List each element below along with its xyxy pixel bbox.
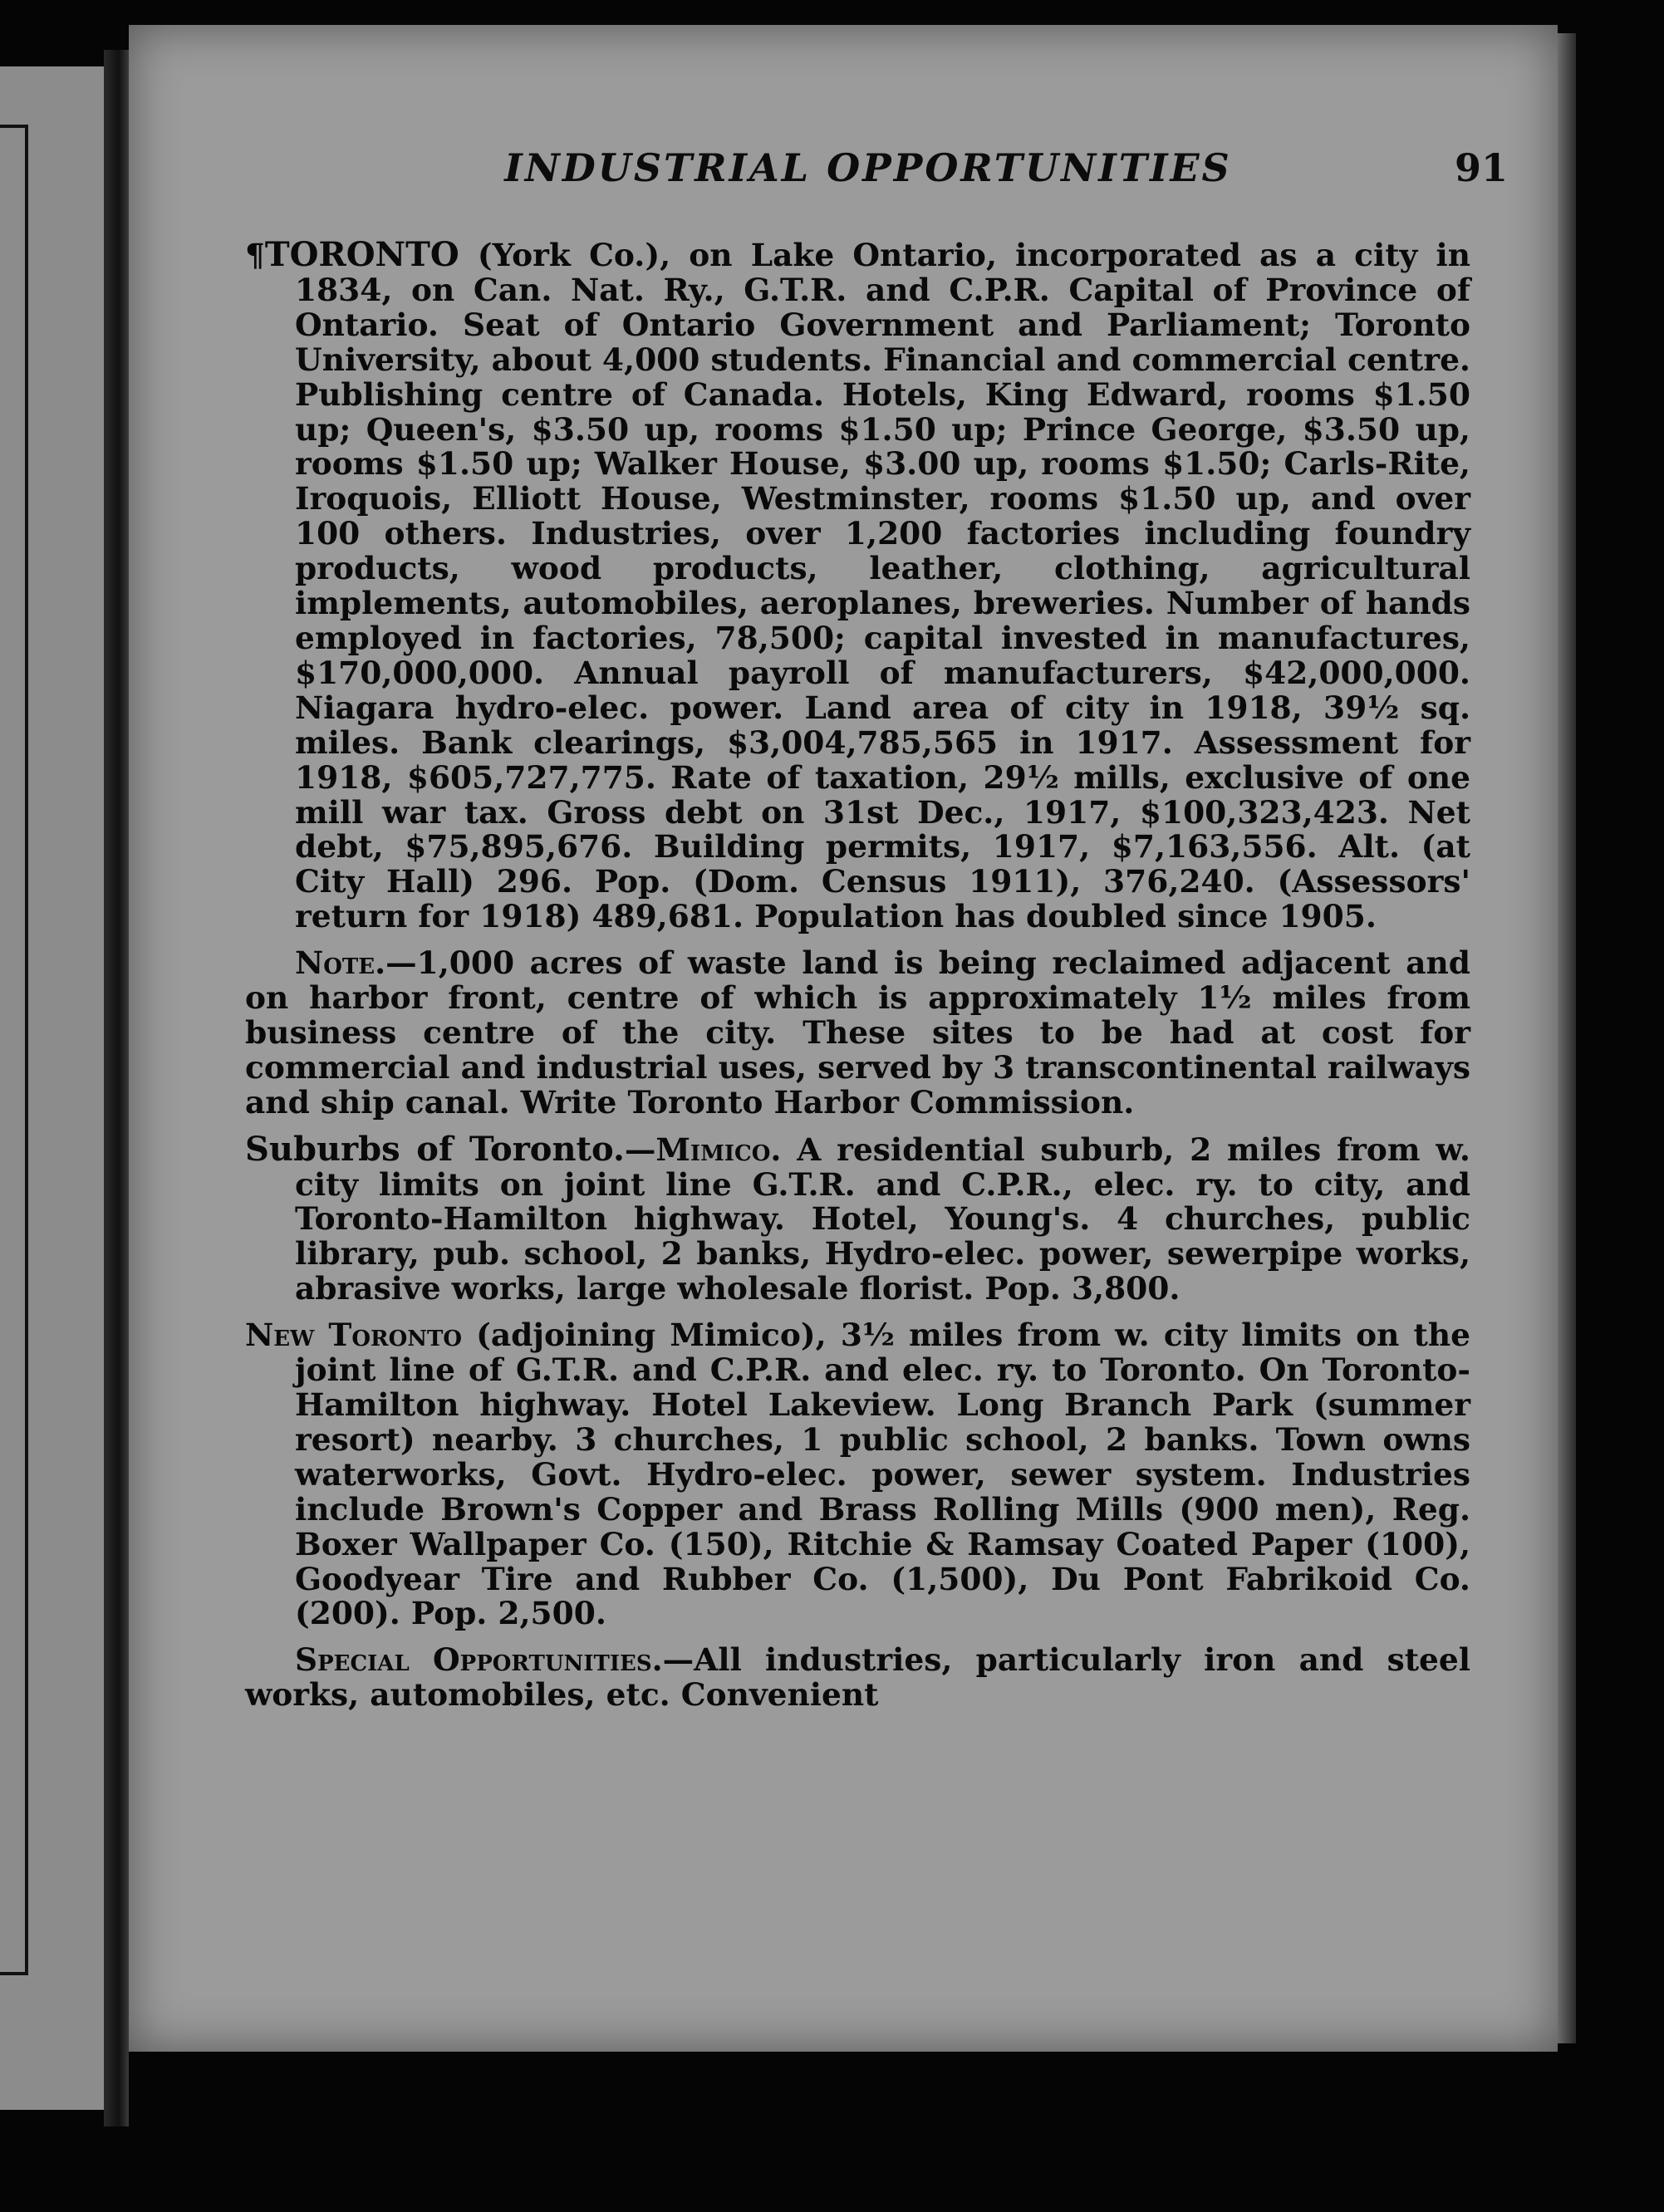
paragraph-mark: ¶ (245, 237, 265, 273)
new-toronto-entry (245, 1318, 1470, 1631)
special-opportunities (245, 1643, 1470, 1713)
running-title: INDUSTRIAL OPPORTUNITIES (504, 145, 1232, 190)
note-text: —1,000 acres of waste land is being reclaimed adjacent and on harbor front, centre of which is approximately 1½ miles from business centre of the city. These sites to be had at cost for commercial and industrial uses, served by 3 transcontinental railways and ship canal. Write Toronto Harbor Commission. (245, 944, 1470, 1121)
facing-page-border (0, 125, 28, 1975)
suburbs-text: A residential suburb, 2 miles from w. city limits on joint line G.T.R. and C.P.R., elec. ry. to city, and Toronto-Hamilton highway. Hotel, Young's. 4 churches, public library, pub. school, 2 banks, Hydro-elec. power, sewerpipe works, abrasive works, large wholesale florist. Pop. 3,800. (295, 1131, 1470, 1307)
mimico-heading: —Mimico. (624, 1131, 782, 1168)
new-toronto-text: (adjoining Mimico), 3½ miles from w. city limits on the joint line of G.T.R. and C.P.R. and elec. ry. to Toronto. On Toronto-Hamilton highway. Hotel Lakeview. Long Branch Park (summer resort) nearby. 3 churches, 1 public school, 2 banks. Town owns waterworks, Govt. Hydro-elec. power, sewer system. Industries include Brown's Copper and Brass Rolling Mills (900 men), Reg. Boxer Wallpaper Co. (150), Ritchie & Ramsay Coated Paper (100), Goodyear Tire and Rubber Co. (1,500), Du Pont Fabrikoid Co. (200). Pop. 2,500. (295, 1317, 1470, 1632)
page-number: 91 (1454, 145, 1508, 190)
toronto-text: (York Co.), on Lake Ontario, incorporated as a city in 1834, on Can. Nat. Ry., G.T.R. and C.P.R. Capital of Province of Ontario. Seat of Ontario Government and Parliament; Toronto University, about 4,000 students. Financial and commercial centre. Publishing centre of Canada. Hotels, King Edward, rooms $1.50 up; Queen's, $3.50 up, rooms $1.50 up; Prince George, $3.50 up, rooms $1.50 up; Walker House, $3.00 up, rooms $1.50; Carls-Rite, Iroquois, Elliott House, Westminster, rooms $1.50 up, and over 100 others. Industries, over 1,200 factories including foundry products, wood products, leather, clothing, agricultural implements, automobiles, aeroplanes, breweries. Number of hands employed in factories, 78,500; capital invested in manufactures, $170,000,000. Annual payroll of manufacturers, $42,000,000. Niagara hydro-elec. power. Land area of city in 1918, 39½ sq. miles. Bank clearings, $3,004,785,565 in 1917. Assessment for 1918, $605,727,775. Rate of taxation, 29½ mills, exclusive of one mill war tax. Gross debt on 31st Dec., 1917, $100,323,423. Net debt, $75,895,676. Building permits, 1917, $7,163,556. Alt. (at City Hall) 296. Pop. (Dom. Census 1911), 376,240. (Assessors' return for 1918) 489,681. Population has doubled since 1905. (295, 237, 1471, 935)
special-text: —All industries, particularly iron and steel works, automobiles, etc. Convenient (245, 1641, 1470, 1714)
suburbs-entry (245, 1129, 1470, 1307)
toronto-entry (245, 235, 1471, 935)
toronto-note (245, 946, 1470, 1121)
book-page (129, 25, 1558, 2052)
page-fore-edge (1558, 33, 1576, 2043)
special-label: Special Opportunities. (295, 1641, 663, 1679)
toronto-heading: TORONTO (264, 235, 459, 274)
note-label: Note. (295, 944, 386, 982)
page-body (245, 235, 1471, 1714)
new-toronto-heading: New Toronto (245, 1317, 462, 1354)
suburbs-heading: Suburbs of Toronto. (245, 1129, 625, 1169)
page-header (129, 145, 1558, 204)
book-gutter (104, 50, 129, 2126)
